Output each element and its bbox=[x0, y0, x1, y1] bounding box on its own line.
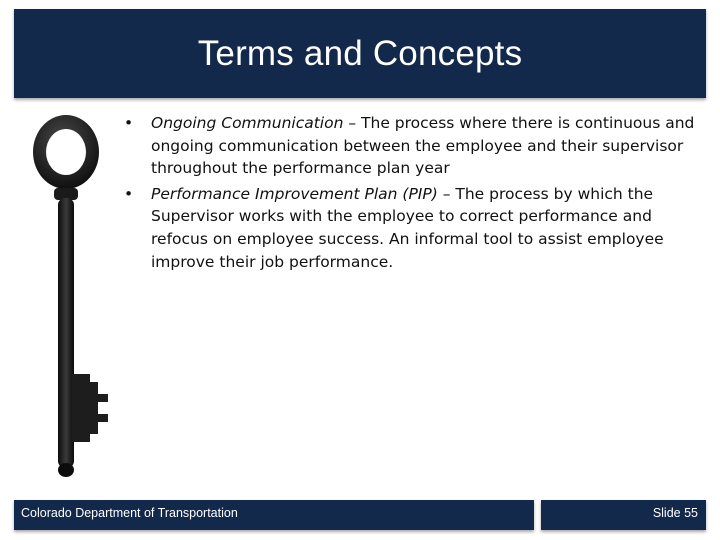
slide-number: Slide 55 bbox=[652, 506, 698, 520]
bullet-item-ongoing-communication bbox=[124, 112, 704, 180]
key-icon bbox=[20, 112, 120, 487]
footer-organization-bar bbox=[14, 500, 534, 530]
term-label: Ongoing Communication bbox=[151, 114, 344, 132]
slide-title: Terms and Concepts bbox=[197, 34, 523, 73]
term-label: Performance Improvement Plan (PIP) bbox=[151, 184, 438, 203]
term-definition: – The process where there is continuous and ongoing communication between the employee and their supervisor throughout the performance plan year bbox=[151, 114, 695, 178]
term-definition: – The process by which the Supervisor works with the employee to correct performance and refocus on employee success. An informal tool to assist employee improve their job performance. bbox=[151, 184, 664, 271]
bullet-marker: • bbox=[124, 184, 134, 203]
title-bar bbox=[14, 9, 706, 98]
footer-slide-number-bar bbox=[541, 500, 706, 530]
bullet-list bbox=[124, 112, 704, 276]
bullet-item-performance-improvement-plan bbox=[124, 183, 704, 273]
footer-organization: Colorado Department of Transportation bbox=[21, 506, 238, 520]
bullet-marker: • bbox=[124, 114, 134, 132]
